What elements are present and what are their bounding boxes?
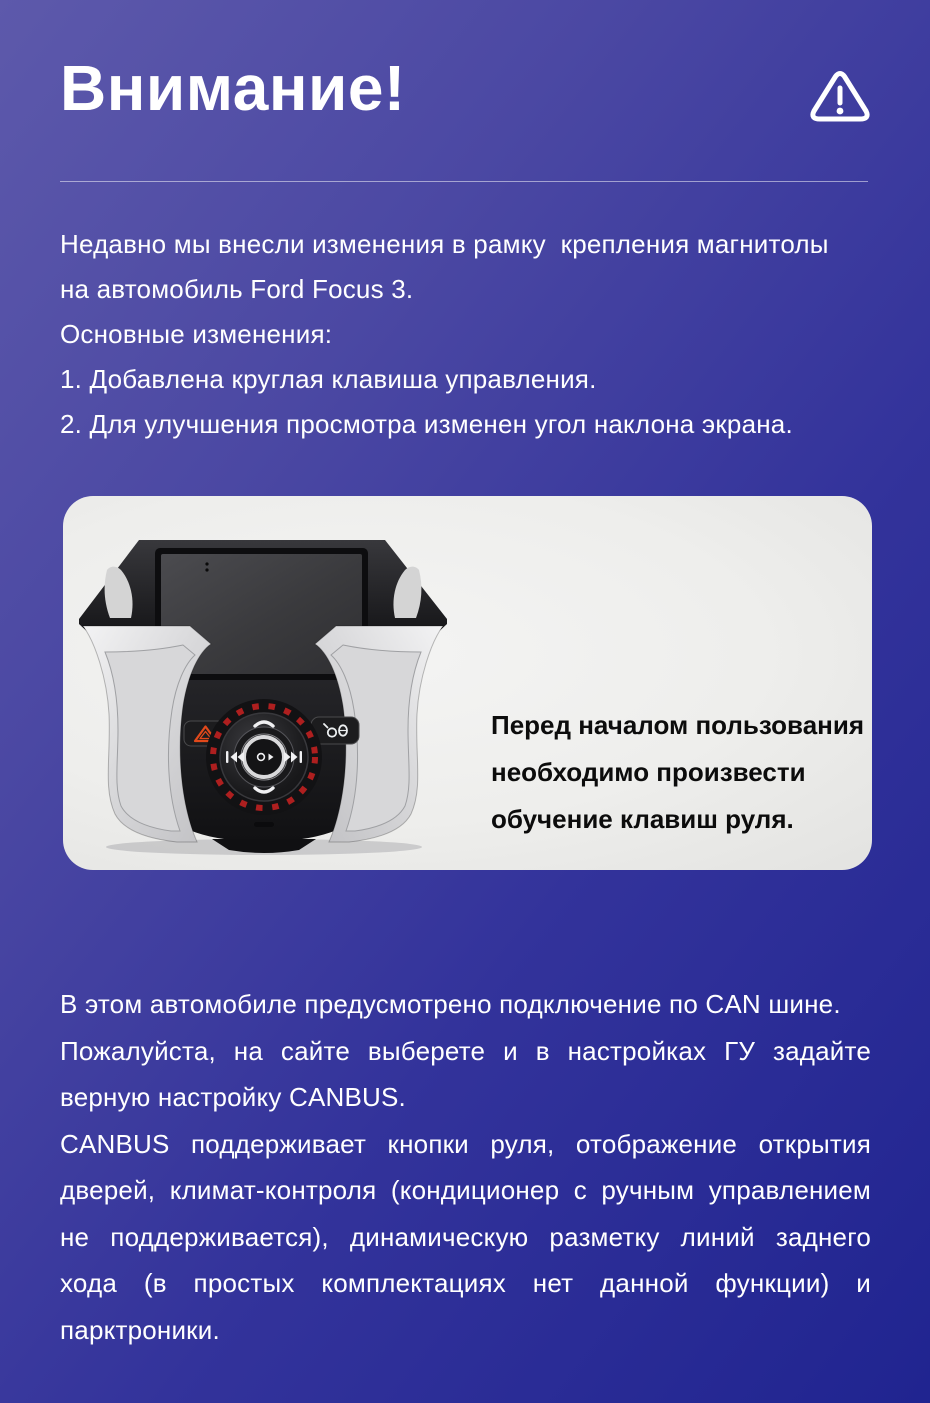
header	[60, 52, 872, 133]
card-note-line: необходимо произвести	[491, 757, 806, 787]
change-list-item: 1. Добавлена круглая клавиша управления.	[60, 364, 597, 394]
canbus-line: CANBUS поддерживает кнопки руля, отображение открытия	[60, 1128, 871, 1159]
product-photo-card	[63, 496, 872, 870]
intro-text	[60, 222, 872, 447]
canbus-line: Пожалуйста, на сайте выберете и в настройках ГУ задайте	[60, 1035, 871, 1066]
intro-line: Недавно мы внесли изменения в рамку крепления магнитолы	[60, 229, 829, 259]
canbus-line: парктроники.	[60, 1314, 220, 1345]
warning-triangle-icon	[808, 68, 872, 133]
header-divider	[60, 181, 868, 182]
control-knob	[206, 699, 322, 815]
card-note	[491, 702, 871, 843]
head-unit-image	[77, 534, 449, 856]
canbus-line: В этом автомобиле предусмотрено подключение по CAN шине.	[60, 989, 841, 1019]
canbus-text	[60, 981, 871, 1353]
canbus-line: хода (в простых комплектациях нет данной функции) и	[60, 1268, 871, 1298]
canbus-line: верную настройку CANBUS.	[60, 1082, 406, 1112]
page-title: Внимание!	[60, 52, 406, 124]
change-list-item: 2. Для улучшения просмотра изменен угол наклона экрана.	[60, 409, 793, 439]
intro-line: на автомобиль Ford Focus 3.	[60, 274, 414, 304]
card-note-line: обучение клавиш руля.	[491, 804, 794, 834]
intro-line: Основные изменения:	[60, 319, 333, 349]
canbus-line: не поддерживается), динамическую разметку линий заднего	[60, 1221, 871, 1252]
card-note-line: Перед началом пользования	[491, 710, 865, 740]
canbus-line: дверей, климат-контроля (кондиционер с ручным управлением	[60, 1175, 871, 1205]
